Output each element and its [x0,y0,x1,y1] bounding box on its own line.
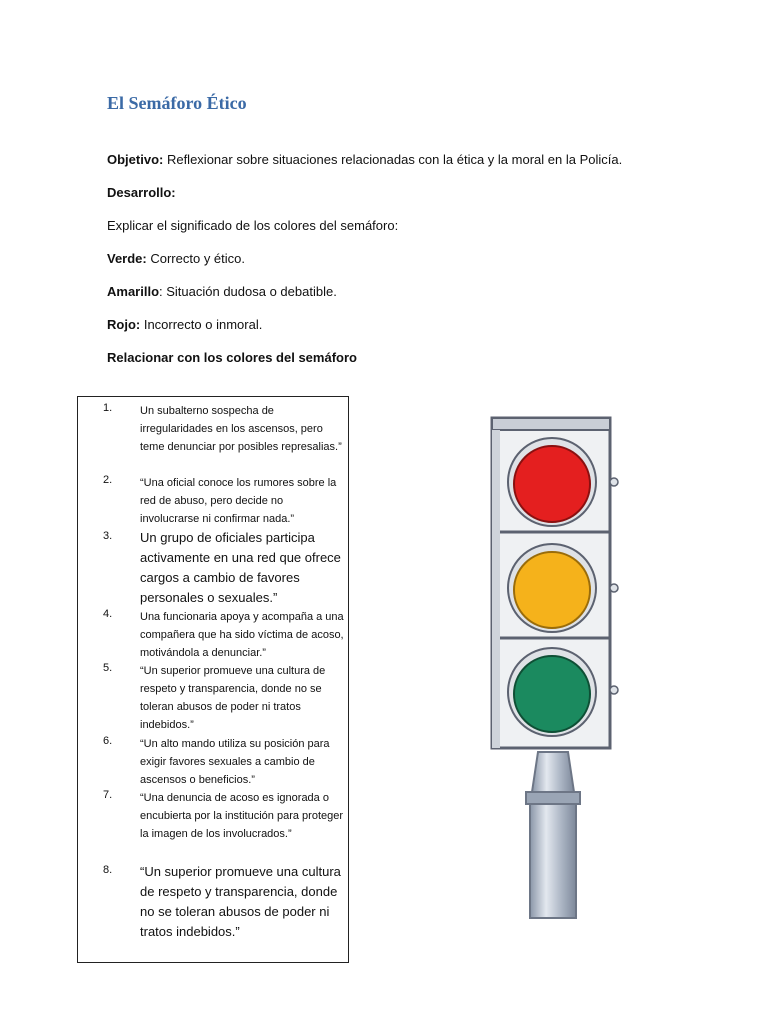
situations-list-box [77,396,349,963]
green-light [508,648,596,736]
relacionar-paragraph [107,350,357,365]
list-item-text: “Una denuncia de acoso es ignorada o encubierta por la institución para proteger la imagen de los involucrados.” [140,792,344,840]
list-item-number: 1. [103,402,113,414]
verde-label: Verde: [107,251,147,266]
list-item-text: “Un superior promueve una cultura de respeto y transparencia, donde no se toleran abusos de poder ni tratos indebidos.” [140,864,341,939]
traffic-light-pole [526,752,580,918]
verde-paragraph [107,251,245,266]
rojo-label: Rojo: [107,317,141,332]
objetivo-text: Reflexionar sobre situaciones relacionadas con la ética y la moral en la Policía. [163,152,623,167]
rojo-text: Incorrecto o inmoral. [140,317,263,332]
list-item-text: “Un alto mando utiliza su posición para exigir favores sexuales a cambio de ascensos o beneficios.” [140,738,330,786]
red-light [508,438,596,526]
list-item-text: Un subalterno sospecha de irregularidades en los ascensos, pero teme denunciar por posibles represalias.” [140,405,342,453]
desarrollo-label: Desarrollo: [107,185,176,200]
list-item-number: 2. [103,474,113,486]
yellow-light [508,544,596,632]
rojo-paragraph [107,317,262,332]
desarrollo-paragraph [107,185,176,200]
amarillo-label: Amarillo [107,284,160,299]
amarillo-text: : Situación dudosa o debatible. [159,284,337,299]
list-item-number: 3. [103,530,113,542]
relacionar-label: Relacionar con los colores del semáforo [107,350,357,365]
list-item-number: 6. [103,735,113,747]
objetivo-label: Objetivo: [107,152,164,167]
list-item-text: “Una oficial conoce los rumores sobre la red de abuso, pero decide no involucrarse ni confirmar nada.” [140,477,337,525]
document-title: El Semáforo Ético [107,93,247,113]
list-item-number: 8. [103,864,113,876]
list-item-number: 7. [103,789,113,801]
list-item-number: 5. [103,662,113,674]
list-item-text: Un grupo de oficiales participa activamente en una red que ofrece cargos a cambio de favores personales o sexuales.” [140,530,341,605]
list-item-text: Una funcionaria apoya y acompaña a una compañera que ha sido víctima de acoso, motivándola a denunciar.” [140,611,344,659]
amarillo-paragraph [107,284,337,299]
objetivo-paragraph [107,152,622,167]
list-item-number: 4. [103,608,113,620]
verde-text: Correcto y ético. [146,251,246,266]
traffic-light-illustration [478,412,638,924]
explicar-paragraph: Explicar el significado de los colores del semáforo: [107,218,399,233]
list-item-text: “Un superior promueve una cultura de respeto y transparencia, donde no se toleran abusos de poder ni tratos indebidos.” [140,665,326,731]
